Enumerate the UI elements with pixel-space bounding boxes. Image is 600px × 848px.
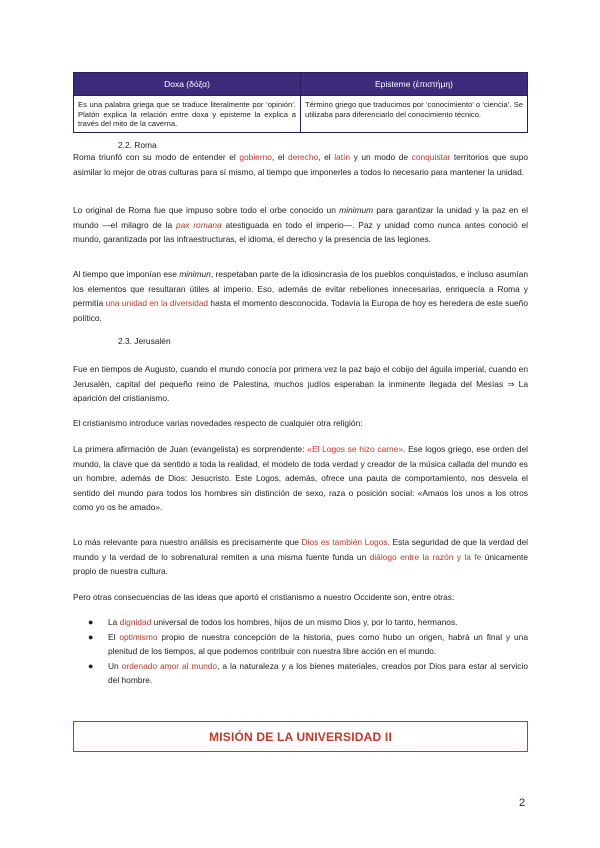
roma-paragraph-3: Al tiempo que imponían ese minimun, respetaban parte de la idiosincrasia de los pueblos conquistados, e incluso asumían los elementos que resultaran útiles al imperio. Eso, además de evitar rebeliones innecesarias, enriquecía a Roma y permitía una unidad en la diversidad hasta el momento desconocida. Todavía la Europa de hoy es heredera de este sueño político. [73,269,528,323]
jerusalen-paragraph-5: Pero otras consecuencias de las ideas que aportó el cristianismo a nuestro Occidente son, entre otras: [73,592,455,602]
keyword-optimismo: optimismo [119,632,158,643]
roma-paragraph-1: Roma triunfó con su modo de entender el gobierno, el derecho, el latín y un modo de conquistar territorios que supo asimilar lo mejor de otras culturas para sí mismo, al tiempo que imponerles a todos lo necesario para mantener la unidad. [73,152,529,177]
table-row [74,96,528,133]
table-header-doxa: Doxa (δόξα) [74,73,301,96]
roma-paragraph-2: Lo original de Roma fue que impuso sobre todo el orbe conocido un minimum para garantizar la unidad y la paz en el mundo —el milagro de la pax romana atestiguada en todo el imperio—. Paz y unidad como nunca antes conoció el mundo, garantizada por las infraestructuras, el idioma, el derecho y la presencia de las legiones. [73,205,528,244]
keyword-dignidad: dignidad [119,617,152,627]
keyword-gobierno: gobierno [239,152,272,162]
keyword-dios-logos: Dios es también Logos [301,537,388,547]
keyword-unidad-diversidad: una unidad en la diversidad [105,298,209,308]
table-header-episteme: Episteme (ἐπιστήμη) [301,73,528,96]
table-cell-doxa: Es una palabra griega que se traduce literalmente por ‘opinión’. Platón explica la relación entre doxa y episteme la explica a través del mito de la caverna. [74,96,301,133]
doxa-episteme-table [73,72,528,133]
keyword-derecho: derecho [287,152,319,162]
jerusalen-paragraph-4: Lo más relevante para nuestro análisis es precisamente que Dios es también Logos. Esta seguridad de que la verdad del mundo y la verdad de lo sobrenatural remiten a una misma fuente funda un diálogo entre la razón y la fe únicamente propio de nuestra cultura. [73,537,528,576]
bullet-dot-icon: ● [88,632,94,643]
keyword-pax-romana: pax romana [175,219,222,230]
term-minimun: minimun [179,269,211,279]
table-cell-episteme: Término griego que traducimos por ‘conocimiento’ o ‘ciencia’. Se utilizaba para diferenciarlo del conocimiento técnico. [301,96,528,133]
jerusalen-paragraph-3: La primera afirmación de Juan (evangelista) es sorprendente: «El Logos se hizo carne». Ese logos griego, ese orden del mundo, la clave que da sentido a toda la realidad, el modelo de toda verdad y creador de la música callada del mundo es un hombre, además de Dios: Jesucristo. Este Logos, además, ofrece una pauta de comportamiento, nos desvela el sentido del mundo para todos los hombres sin distinción de sexo, raza o posición social: «Amaos los unos a los otros como yo os he amado». [73,444,528,512]
list-item: ● La dignidad universal de todos los hombres, hijos de un mismo Dios y, por lo tanto, hermanos. [86,616,528,629]
bullet-dot-icon: ● [88,661,94,672]
section-heading-jerusalen: 2.3. Jerusalén [118,336,171,346]
list-item: ● Un ordenado amor al mundo, a la naturaleza y a los bienes materiales, creados por Dios para estar al servicio del hombre. [88,661,528,685]
keyword-dialogo-razon-fe: diálogo entre la razón y la fe [369,551,482,562]
keyword-latin: latín [334,152,351,162]
bullet-dot-icon: ● [88,617,94,627]
consequences-list [86,616,528,689]
section-heading-roma: 2.2. Roma [118,140,157,150]
keyword-ordenado-amor: ordenado amor al mundo [121,661,218,672]
term-minimum: minimum [339,205,374,215]
page-number: 2 [519,797,526,809]
keyword-conquistar: conquistar [411,152,451,162]
footer-banner-title: MISIÓN DE LA UNIVERSIDAD II [73,721,528,752]
jerusalen-paragraph-1: Fue en tiempos de Augusto, cuando el mundo conocía por primera vez la paz bajo el cobijo del águila imperial, cuando en Jerusalén, capital del pequeño reino de Palestina, muchos judíos esperaban la inminente llegada del Mesías ⇒ La aparición del cristianismo. [73,364,528,403]
jerusalen-paragraph-2: El cristianismo introduce varias novedades respecto de cualquier otra religión: [73,418,363,428]
quote-logos-carne: «El Logos se hizo carne» [307,444,404,454]
list-item: ● El optimismo propio de nuestra concepción de la historia, pues como hubo un origen, habrá un final y una plenitud de los tiempos, al que podemos contribuir con nuestra libre acción en el mundo. [88,632,528,656]
